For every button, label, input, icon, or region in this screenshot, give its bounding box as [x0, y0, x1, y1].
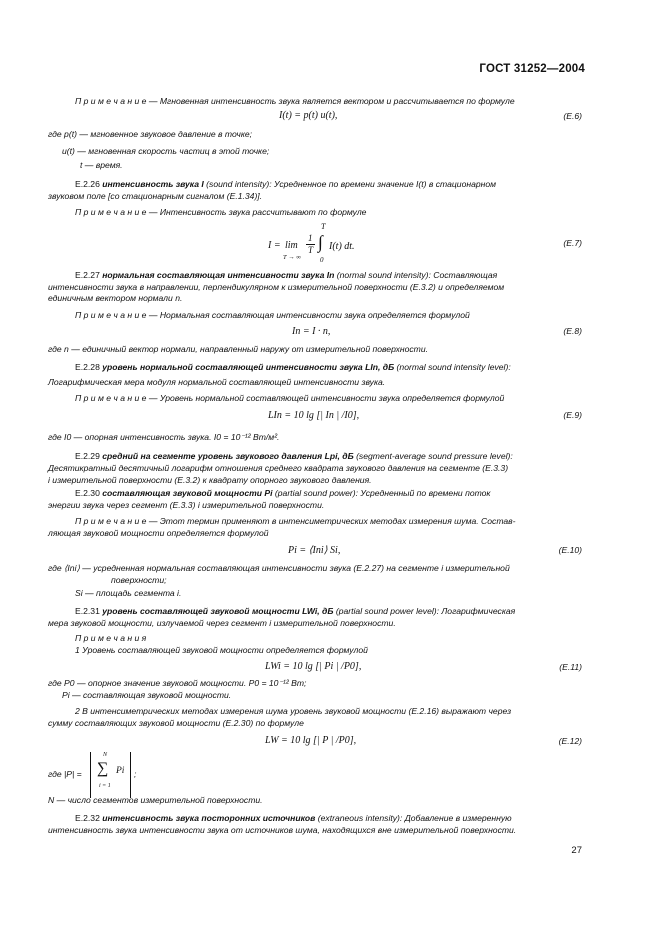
note-line: П р и м е ч а н и е — Этот термин применяют в интенсиметрических методах измерения шума. Состав-	[75, 516, 516, 526]
term-number: E.2.28	[75, 362, 103, 372]
term-number: E.2.30	[75, 488, 103, 498]
equation-number: (E.9)	[563, 410, 582, 420]
sigma-sign: ∑	[97, 760, 109, 777]
term-title: нормальная составляющая интенсивности звука In	[102, 270, 335, 280]
equation-number: (E.12)	[558, 736, 582, 746]
fraction-numerator: 1	[308, 233, 313, 243]
text-line: ляющая звуковой мощности определяется формулой	[48, 528, 269, 538]
formula-e6: I(t) = p(t) u(t),	[279, 110, 338, 121]
note-line: П р и м е ч а н и е — Интенсивность звука рассчитывают по формуле	[75, 207, 367, 217]
term-definition: (normal sound intensity level):	[394, 362, 511, 372]
text-line: N — число сегментов измерительной поверхности.	[48, 795, 263, 805]
term-definition: (sound intensity): Усредненное по времени значение I(t) в стационарном	[203, 179, 497, 189]
term-line	[75, 362, 511, 373]
equation-number: (E.11)	[559, 662, 582, 672]
text-line: энергии звука через сегмент (E.3.3) i измерительной поверхности.	[48, 500, 325, 510]
term-title: составляющая звуковой мощности Pi	[102, 488, 273, 498]
text-line: где ⟨Ini⟩ — усредненная нормальная составляющая интенсивности звука (E.2.27) на сегменте i измерительной	[48, 563, 510, 573]
term-definition: (partial sound power): Усредненный по времени поток	[272, 488, 491, 498]
text-line: поверхности;	[111, 575, 167, 585]
integrand: I(t) dt.	[329, 241, 355, 252]
term-line	[75, 179, 496, 190]
text-line: Si — площадь сегмента i.	[75, 588, 182, 598]
term-number: E.2.31	[75, 606, 103, 616]
integral-upper-limit: T	[321, 222, 326, 231]
term-line	[75, 451, 513, 462]
term-line	[75, 488, 491, 499]
bracket-right	[130, 752, 132, 798]
term-line	[75, 813, 512, 824]
note-heading: П р и м е ч а н и я	[75, 633, 147, 643]
formula-e7-lhs: I =	[268, 240, 281, 251]
term-line	[75, 270, 497, 281]
text-line: где I0 — опорная интенсивность звука. I0 = 10⁻¹² Вт/м².	[48, 432, 280, 442]
sum-lower-limit: i = 1	[99, 783, 111, 789]
equation-number: (E.6)	[563, 111, 582, 121]
text-line: t — время.	[80, 160, 123, 170]
text-line: сумму составляющих звуковой мощности (E.2.30) по формуле	[48, 718, 304, 728]
term-number: E.2.32	[75, 813, 103, 823]
integral-sign: ∫	[318, 232, 323, 252]
text-line: интенсивности звука в направлении, перпендикулярном к измерительной поверхности (E.3.2) и определяемом	[48, 282, 505, 292]
note-line: 1 Уровень составляющей звуковой мощности определяется формулой	[75, 645, 368, 655]
note-line: П р и м е ч а н и е — Нормальная составляющая интенсивности звука определяется формулой	[75, 310, 470, 320]
sum-upper-limit: N	[103, 752, 108, 758]
sum-suffix: ;	[134, 769, 137, 779]
page-number: 27	[571, 845, 582, 856]
term-number: E.2.27	[75, 270, 103, 280]
term-line	[75, 606, 515, 617]
text-line: где P0 — опорное значение звуковой мощности. P0 = 10⁻¹² Вт;	[48, 678, 307, 688]
text-line: Логарифмическая мера модуля нормальной составляющей интенсивности звука.	[48, 377, 386, 387]
note-line: П р и м е ч а н и е — Уровень нормальной составляющей интенсивности звука определяется формулой	[75, 393, 505, 403]
note-line: П р и м е ч а н и е — Мгновенная интенсивность звука является вектором и рассчитывается по формуле	[75, 96, 515, 106]
limit-operator: lim	[285, 240, 298, 251]
text-line: Pi — составляющая звуковой мощности.	[62, 690, 232, 700]
term-title: средний на сегменте уровень звукового давления Lpi, дБ	[102, 451, 354, 461]
bracket-left	[90, 752, 92, 798]
text-line: где n — единичный вектор нормали, направленный наружу от измерительной поверхности.	[48, 344, 428, 354]
term-number: E.2.29	[75, 451, 103, 461]
sum-term: Pi	[116, 766, 125, 776]
integral-lower-limit: 0	[320, 256, 324, 264]
formula-e9: LIn = 10 lg [| In | /I0],	[268, 410, 360, 421]
note-line: 2 В интенсиметрических методах измерения шума уровень звуковой мощности (E.2.16) выражают через	[75, 706, 512, 716]
equation-number: (E.10)	[558, 545, 582, 555]
formula-e8: In = I · n,	[292, 326, 331, 337]
formula-e11: LWi = 10 lg [| Pi | /P0],	[265, 661, 362, 672]
term-title: уровень нормальной составляющей интенсивности звука LIn, дБ	[102, 362, 395, 372]
term-title: интенсивность звука I	[102, 179, 204, 189]
term-definition: (partial sound power level): Логарифмическая	[333, 606, 516, 616]
term-definition: (normal sound intensity): Составляющая	[334, 270, 498, 280]
text-line: единичным вектором нормали n.	[48, 293, 183, 303]
equation-number: (E.8)	[563, 326, 582, 336]
formula-e10: Pi = ⟨Ini⟩ Si,	[288, 545, 341, 556]
term-definition: (extraneous intensity): Добавление в измеренную	[315, 813, 512, 823]
term-number: E.2.26	[75, 179, 103, 189]
term-definition: (segment-average sound pressure level):	[353, 451, 513, 461]
formula-e12: LW = 10 lg [| P | /P0],	[265, 735, 357, 746]
text-line: i измерительной поверхности (E.3.2) к квадрату опорного звукового давления.	[48, 475, 372, 485]
term-title: интенсивность звука посторонних источников	[102, 813, 316, 823]
text-line: где p(t) — мгновенное звуковое давление в точке;	[48, 129, 253, 139]
text-line: интенсивность звука интенсивности звука от источников шума, находящихся вне измерительной поверхности.	[48, 825, 517, 835]
equation-number: (E.7)	[563, 238, 582, 248]
fraction-denominator: T	[308, 245, 314, 255]
text-line: звуковом поле [со стационарным сигналом (E.1.34)].	[48, 191, 263, 201]
standard-header: ГОСТ 31252—2004	[479, 63, 585, 75]
text-line: Десятикратный десятичный логарифм отношения среднего квадрата звукового давления на сегменте (E.3.3)	[48, 463, 509, 473]
text-line: мера звуковой мощности, излучаемой через сегмент i измерительной поверхности.	[48, 618, 396, 628]
limit-subscript: T → ∞	[283, 254, 301, 261]
term-title: уровень составляющей звуковой мощности LWi, дБ	[102, 606, 334, 616]
sum-prefix: где |P| =	[48, 769, 82, 779]
text-line: u(t) — мгновенная скорость частиц в этой точке;	[62, 146, 270, 156]
